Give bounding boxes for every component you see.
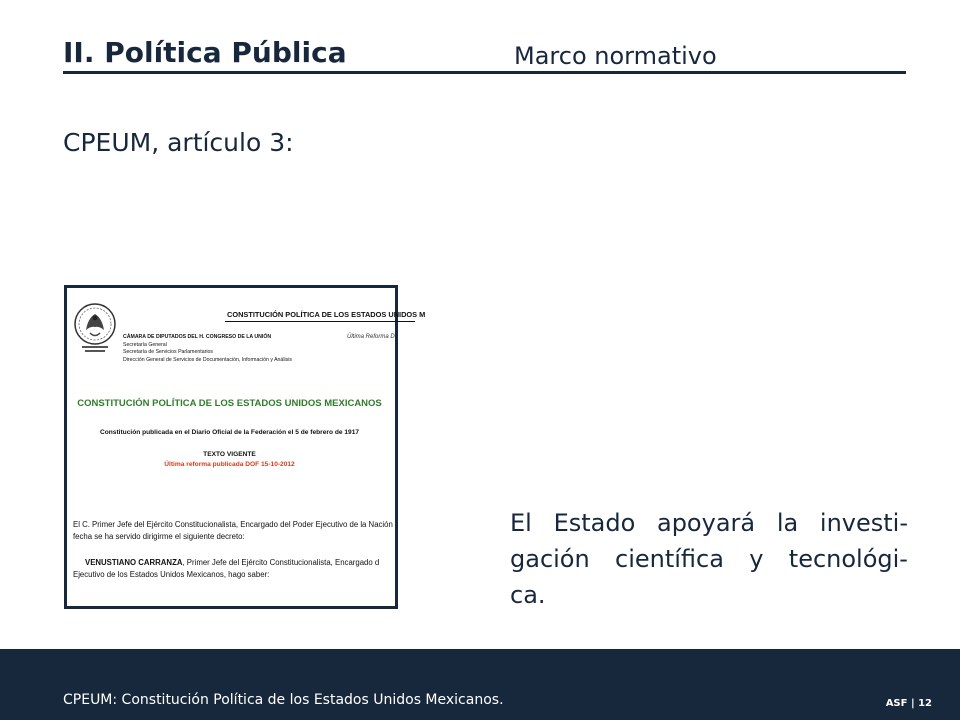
footer-note: CPEUM: Constitución Política de los Estados Unidos Mexicanos.: [63, 692, 504, 708]
doc-header-right: CONSTITUCIÓN POLÍTICA DE LOS ESTADOS UNIDOS M: [227, 310, 426, 319]
doc-header-rule: [225, 321, 415, 322]
doc-office-line: Secretaría General: [123, 341, 167, 348]
doc-para1-line: fecha se ha servido dirigirme el siguiente decreto:: [73, 532, 245, 541]
quote-word: apoyará: [656, 509, 756, 537]
doc-ultima-reforma: Última reforma publicada DOF 15-10-2012: [164, 461, 295, 468]
doc-office-line: Secretaría de Servicios Parlamentarios: [123, 349, 213, 355]
doc-paragraph-1: [73, 519, 393, 543]
quote-text: [510, 505, 908, 613]
quote-word: la: [776, 509, 799, 537]
doc-publication-note: Constitución publicada en el Diario Oficial de la Federación el 5 de febrero de 1917: [99, 429, 360, 436]
slide-subtitle: Marco normativo: [514, 42, 717, 70]
quote-word: investi-: [819, 509, 908, 537]
quote-line-3: ca.: [510, 581, 546, 609]
quote-word: científica: [615, 545, 724, 573]
quote-word: gación: [510, 545, 590, 573]
quote-word: Estado: [553, 509, 636, 537]
quote-word: tecnológi-: [788, 545, 908, 573]
quote-word: El: [510, 509, 532, 537]
quote-line-1: [510, 505, 908, 541]
doc-office-block: [123, 334, 292, 364]
quote-line-2: [510, 541, 908, 577]
doc-para2-bold: VENUSTIANO CARRANZA: [85, 558, 183, 567]
doc-para1-line: El C. Primer Jefe del Ejército Constitucionalista, Encargado del Poder Ejecutivo de la Nación: [73, 520, 393, 529]
mexico-seal-icon: [73, 300, 117, 356]
page-number: ASF | 12: [885, 698, 932, 709]
doc-office-line: Dirección General de Servicios de Documentación, Información y Análisis: [123, 356, 292, 363]
doc-office-line: CÁMARA DE DIPUTADOS DEL H. CONGRESO DE LA UNIÓN: [123, 334, 272, 340]
quote-word: y: [749, 545, 764, 573]
section-label: CPEUM, artículo 3:: [63, 128, 294, 157]
doc-para2-rest: , Primer Jefe del Ejército Constitucionalista, Encargado d: [182, 558, 380, 567]
doc-paragraph-2: [73, 557, 379, 581]
title-rule: [63, 71, 906, 74]
constitution-document-image: [64, 285, 426, 609]
footer-bar: [0, 649, 960, 720]
doc-para2-line2: Ejecutivo de los Estados Unidos Mexicanos, hago saber:: [73, 570, 270, 579]
slide-title: II. Política Pública: [63, 36, 347, 69]
doc-texto-vigente: TEXTO VIGENTE: [203, 451, 256, 458]
doc-reform-label: Última Reforma D: [347, 334, 395, 340]
doc-main-title: CONSTITUCIÓN POLÍTICA DE LOS ESTADOS UNIDOS MEXICANOS: [77, 398, 382, 409]
